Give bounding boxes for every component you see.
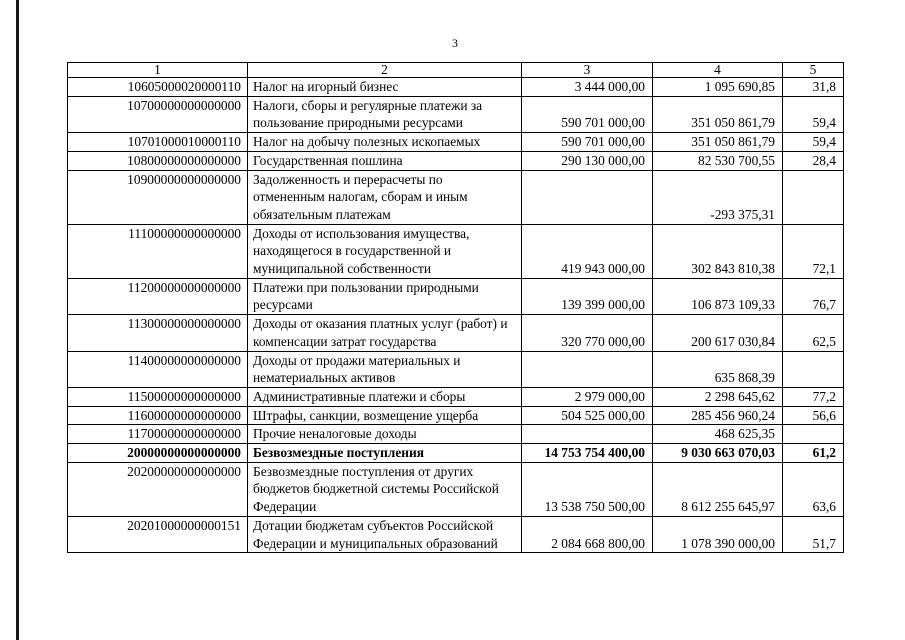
row-fact-value: 468 625,35 xyxy=(653,425,783,444)
table-row xyxy=(68,133,844,152)
row-name: Налог на игорный бизнес xyxy=(248,78,522,97)
row-fact-value: 635 868,39 xyxy=(653,351,783,387)
table-row xyxy=(68,224,844,278)
row-code: 20201000000000151 xyxy=(68,516,248,552)
row-plan-value: 139 399 000,00 xyxy=(522,278,653,314)
row-code: 20000000000000000 xyxy=(68,444,248,463)
row-fact-value: 200 617 030,84 xyxy=(653,315,783,351)
row-plan-value: 3 444 000,00 xyxy=(522,78,653,97)
table-row xyxy=(68,425,844,444)
row-fact-value: 1 095 690,85 xyxy=(653,78,783,97)
row-percent xyxy=(783,425,844,444)
row-fact-value: 351 050 861,79 xyxy=(653,96,783,132)
row-fact-value: 2 298 645,62 xyxy=(653,387,783,406)
row-code: 11600000000000000 xyxy=(68,406,248,425)
row-percent: 59,4 xyxy=(783,96,844,132)
row-name: Административные платежи и сборы xyxy=(248,387,522,406)
row-plan-value: 419 943 000,00 xyxy=(522,224,653,278)
row-plan-value xyxy=(522,351,653,387)
row-percent xyxy=(783,170,844,224)
table-row xyxy=(68,444,844,463)
row-name: Дотации бюджетам субъектов Российской Федерации и муниципальных образований xyxy=(248,516,522,552)
row-plan-value: 2 979 000,00 xyxy=(522,387,653,406)
row-code: 10605000020000110 xyxy=(68,78,248,97)
row-percent: 56,6 xyxy=(783,406,844,425)
row-fact-value: 285 456 960,24 xyxy=(653,406,783,425)
row-name: Платежи при пользовании природными ресурсами xyxy=(248,278,522,314)
table-body xyxy=(68,78,844,553)
row-code: 10900000000000000 xyxy=(68,170,248,224)
row-fact-value: 8 612 255 645,97 xyxy=(653,462,783,516)
row-name: Задолженность и перерасчеты по отмененным налогам, сборам и иным обязательным платежам xyxy=(248,170,522,224)
row-fact-value: 82 530 700,55 xyxy=(653,151,783,170)
table-row xyxy=(68,315,844,351)
table-row xyxy=(68,151,844,170)
header-cell: 5 xyxy=(783,63,844,78)
row-fact-value: 106 873 109,33 xyxy=(653,278,783,314)
row-percent: 62,5 xyxy=(783,315,844,351)
row-code: 10701000010000110 xyxy=(68,133,248,152)
row-code: 10700000000000000 xyxy=(68,96,248,132)
budget-table xyxy=(67,62,844,553)
row-percent: 51,7 xyxy=(783,516,844,552)
table-row xyxy=(68,387,844,406)
row-plan-value: 13 538 750 500,00 xyxy=(522,462,653,516)
row-plan-value xyxy=(522,170,653,224)
row-code: 20200000000000000 xyxy=(68,462,248,516)
row-plan-value: 504 525 000,00 xyxy=(522,406,653,425)
row-code: 11500000000000000 xyxy=(68,387,248,406)
row-name: Доходы от использования имущества, находящегося в государственной и муниципальной собственности xyxy=(248,224,522,278)
table-row xyxy=(68,170,844,224)
header-cell: 4 xyxy=(653,63,783,78)
row-plan-value xyxy=(522,425,653,444)
table-row xyxy=(68,462,844,516)
page-number: 3 xyxy=(452,36,458,50)
row-fact-value: -293 375,31 xyxy=(653,170,783,224)
row-percent: 72,1 xyxy=(783,224,844,278)
row-name: Государственная пошлина xyxy=(248,151,522,170)
row-name: Прочие неналоговые доходы xyxy=(248,425,522,444)
row-code: 10800000000000000 xyxy=(68,151,248,170)
row-percent: 28,4 xyxy=(783,151,844,170)
row-name: Штрафы, санкции, возмещение ущерба xyxy=(248,406,522,425)
row-plan-value: 320 770 000,00 xyxy=(522,315,653,351)
row-percent xyxy=(783,351,844,387)
table-row xyxy=(68,516,844,552)
row-code: 11400000000000000 xyxy=(68,351,248,387)
row-code: 11300000000000000 xyxy=(68,315,248,351)
row-name: Безвозмездные поступления xyxy=(248,444,522,463)
row-percent: 61,2 xyxy=(783,444,844,463)
row-fact-value: 9 030 663 070,03 xyxy=(653,444,783,463)
table-row xyxy=(68,406,844,425)
row-code: 11100000000000000 xyxy=(68,224,248,278)
header-cell: 3 xyxy=(522,63,653,78)
header-cell: 1 xyxy=(68,63,248,78)
row-fact-value: 302 843 810,38 xyxy=(653,224,783,278)
table-row xyxy=(68,351,844,387)
table-row xyxy=(68,278,844,314)
row-code: 11700000000000000 xyxy=(68,425,248,444)
row-plan-value: 14 753 754 400,00 xyxy=(522,444,653,463)
header-cell: 2 xyxy=(248,63,522,78)
row-plan-value: 2 084 668 800,00 xyxy=(522,516,653,552)
row-plan-value: 590 701 000,00 xyxy=(522,96,653,132)
row-name: Налоги, сборы и регулярные платежи за пользование природными ресурсами xyxy=(248,96,522,132)
row-percent: 31,8 xyxy=(783,78,844,97)
row-name: Доходы от продажи материальных и нематериальных активов xyxy=(248,351,522,387)
row-percent: 77,2 xyxy=(783,387,844,406)
header-row xyxy=(68,63,844,78)
row-fact-value: 1 078 390 000,00 xyxy=(653,516,783,552)
table-row xyxy=(68,78,844,97)
row-name: Безвозмездные поступления от других бюджетов бюджетной системы Российской Федерации xyxy=(248,462,522,516)
table-row xyxy=(68,96,844,132)
row-percent: 59,4 xyxy=(783,133,844,152)
row-plan-value: 290 130 000,00 xyxy=(522,151,653,170)
row-percent: 63,6 xyxy=(783,462,844,516)
row-name: Доходы от оказания платных услуг (работ) и компенсации затрат государства xyxy=(248,315,522,351)
row-code: 11200000000000000 xyxy=(68,278,248,314)
row-percent: 76,7 xyxy=(783,278,844,314)
row-fact-value: 351 050 861,79 xyxy=(653,133,783,152)
scan-edge-line xyxy=(16,0,19,640)
row-plan-value: 590 701 000,00 xyxy=(522,133,653,152)
row-name: Налог на добычу полезных ископаемых xyxy=(248,133,522,152)
